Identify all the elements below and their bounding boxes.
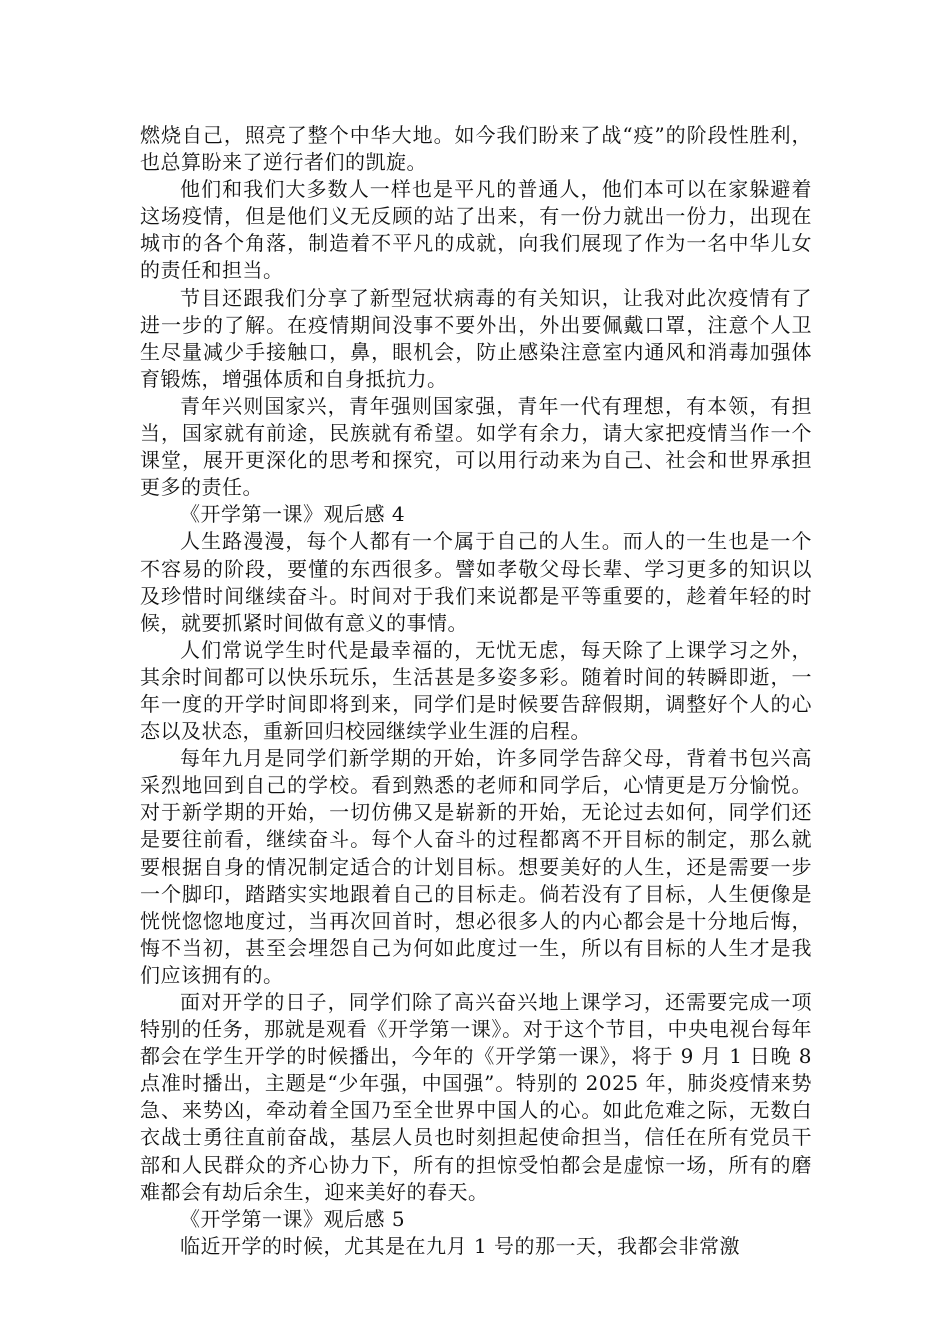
paragraph: 青年兴则国家兴，青年强则国家强，青年一代有理想，有本领，有担当，国家就有前途，民族就有希望。如学有余力，请大家把疫情当作一个课堂，展开更深化的思考和探究，可以用行动来为自己、社会和世界承担更多的责任。	[140, 393, 812, 500]
section-heading: 《开学第一课》观后感 4	[180, 502, 406, 527]
paragraph: 人们常说学生时代是最幸福的，无忧无虑，每天除了上课学习之外，其余时间都可以快乐玩乐，生活甚是多姿多彩。随着时间的转瞬即逝，一年一度的开学时间即将到来，同学们是时候要告辞假期，调整好个人的心态以及状态，重新回归校园继续学业生涯的启程。	[140, 637, 812, 744]
paragraph-continuation: 燃烧自己，照亮了整个中华大地。如今我们盼来了战“疫”的阶段性胜利，也总算盼来了逆行者们的凯旋。	[140, 123, 812, 175]
paragraph: 面对开学的日子，同学们除了高兴奋兴地上课学习，还需要完成一项特别的任务，那就是观看《开学第一课》。对于这个节目，中央电视台每年都会在学生开学的时候播出，今年的《开学第一课》，将于 9 月 1 日晚 8 点准时播出，主题是“少年强，中国强”。特别的 2025 年，肺炎疫情来势急、来势凶，牵动着全国乃至全世界中国人的心。如此危难之际，无数白衣战士勇往直前奋战，基层人员也时刻担起使命担当，信任在所有党员干部和人民群众的齐心协力下，所有的担惊受怕都会是虚惊一场，所有的磨难都会有劫后余生，迎来美好的春天。	[140, 990, 812, 1204]
paragraph: 临近开学的时候，尤其是在九月 1 号的那一天，我都会非常激	[180, 1233, 740, 1258]
paragraph: 每年九月是同学们新学期的开始，许多同学告辞父母，背着书包兴高采烈地回到自己的学校。看到熟悉的老师和同学后，心情更是万分愉悦。对于新学期的开始，一切仿佛又是崭新的开始，无论过去如何，同学们还是要往前看，继续奋斗。每个人奋斗的过程都离不开目标的制定，那么就要根据自身的情况制定适合的计划目标。想要美好的人生，还是需要一步一个脚印，踏踏实实地跟着自己的目标走。倘若没有了目标，人生便像是恍恍惚惚地度过，当再次回首时，想必很多人的内心都会是十分地后悔，悔不当初，甚至会埋怨自己为何如此度过一生，所以有目标的人生才是我们应该拥有的。	[140, 746, 812, 987]
paragraph: 节目还跟我们分享了新型冠状病毒的有关知识，让我对此次疫情有了进一步的了解。在疫情期间没事不要外出，外出要佩戴口罩，注意个人卫生尽量减少手接触口，鼻，眼机会，防止感染注意室内通风和消毒加强体育锻炼，增强体质和自身抵抗力。	[140, 285, 812, 391]
paragraph: 他们和我们大多数人一样也是平凡的普通人，他们本可以在家躲避着这场疫情，但是他们义无反顾的站了出来，有一份力就出一份力，出现在城市的各个角落，制造着不平凡的成就，向我们展现了作为一名中华儿女的责任和担当。	[140, 177, 812, 283]
paragraph: 人生路漫漫，每个人都有一个属于自己的人生。而人的一生也是一个不容易的阶段，要懂的东西很多。譬如孝敬父母长辈、学习更多的知识以及珍惜时间继续奋斗。时间对于我们来说都是平等重要的，趁着年轻的时候，就要抓紧时间做有意义的事情。	[140, 529, 812, 635]
document-body	[140, 122, 812, 1260]
section-heading: 《开学第一课》观后感 5	[180, 1206, 406, 1231]
